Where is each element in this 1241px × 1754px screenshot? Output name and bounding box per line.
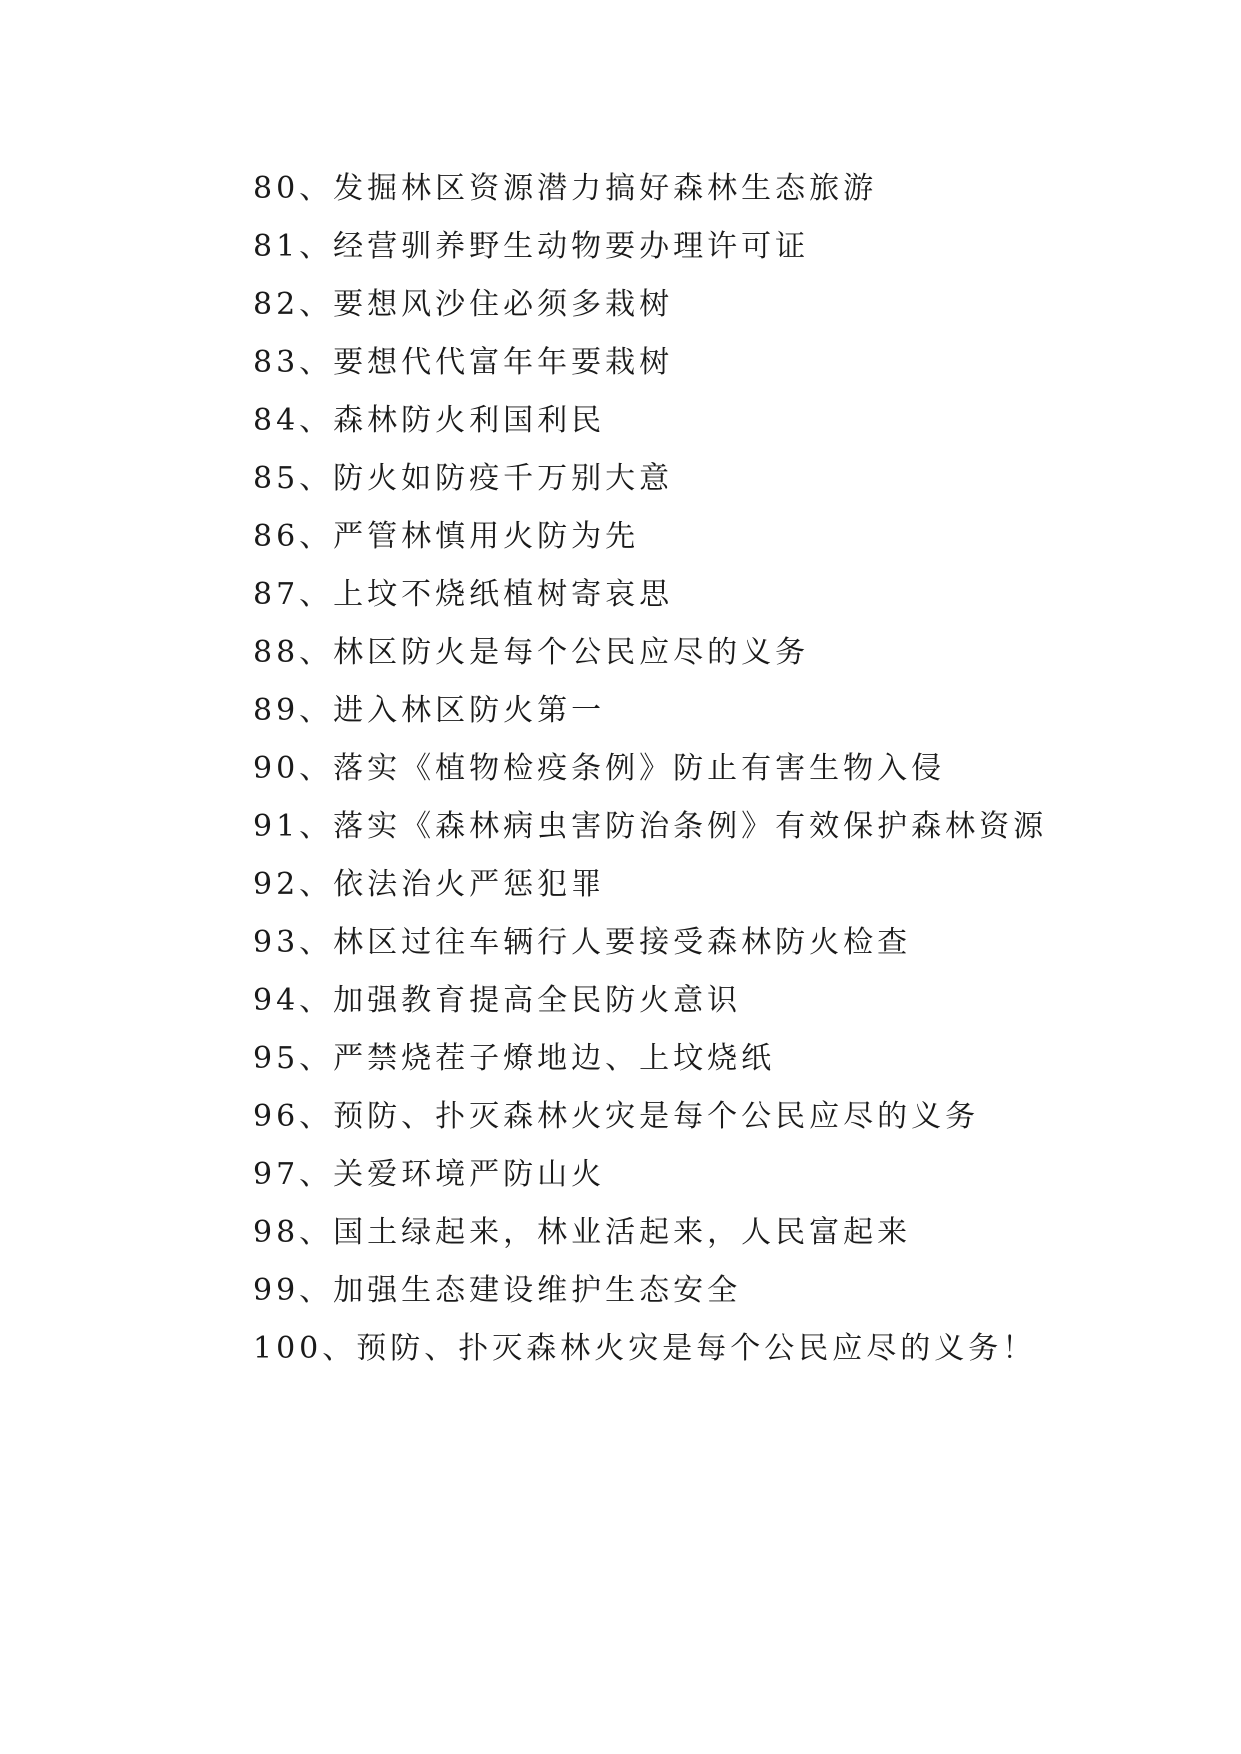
slogan-82: 82、要想风沙住必须多栽树 (253, 287, 674, 322)
slogan-89: 89、进入林区防火第一 (253, 693, 606, 728)
slogan-list (253, 160, 1047, 1378)
slogan-90: 90、落实《植物检疫条例》防止有害生物入侵 (253, 751, 946, 786)
slogan-83: 83、要想代代富年年要栽树 (253, 345, 674, 380)
slogan-94: 94、加强教育提高全民防火意识 (253, 983, 742, 1018)
slogan-87: 87、上坟不烧纸植树寄哀思 (253, 577, 674, 612)
slogan-88: 88、林区防火是每个公民应尽的义务 (253, 635, 810, 670)
slogan-98: 98、国土绿起来，林业活起来，人民富起来 (253, 1215, 912, 1250)
slogan-84: 84、森林防火利国利民 (253, 403, 606, 438)
slogan-81: 81、经营驯养野生动物要办理许可证 (253, 229, 810, 264)
slogan-100: 100、预防、扑灭森林火灾是每个公民应尽的义务！ (253, 1331, 1037, 1366)
slogan-99: 99、加强生态建设维护生态安全 (253, 1273, 742, 1308)
slogan-93: 93、林区过往车辆行人要接受森林防火检查 (253, 925, 912, 960)
slogan-85: 85、防火如防疫千万别大意 (253, 461, 674, 496)
slogan-86: 86、严管林慎用火防为先 (253, 519, 640, 554)
slogan-95: 95、严禁烧茬子燎地边、上坟烧纸 (253, 1041, 776, 1076)
slogan-91: 91、落实《森林病虫害防治条例》有效保护森林资源 (253, 809, 1048, 844)
slogan-97: 97、关爱环境严防山火 (253, 1157, 606, 1192)
slogan-80: 80、发掘林区资源潜力搞好森林生态旅游 (253, 171, 878, 206)
slogan-92: 92、依法治火严惩犯罪 (253, 867, 606, 902)
slogan-96: 96、预防、扑灭森林火灾是每个公民应尽的义务 (253, 1099, 980, 1134)
